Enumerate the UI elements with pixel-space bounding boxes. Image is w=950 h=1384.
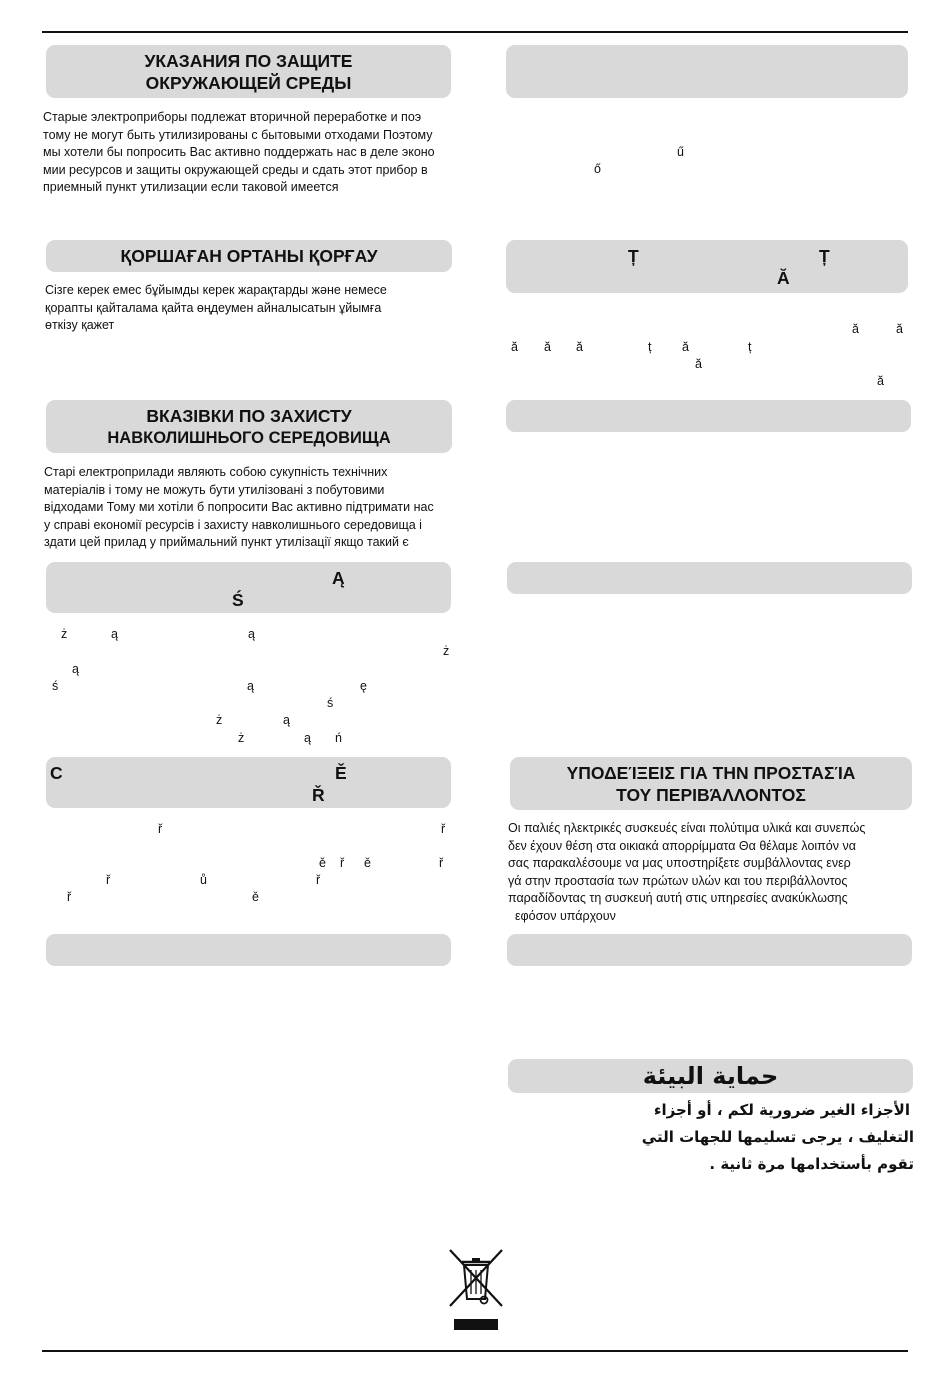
ru-title-line2: ОКРУЖАЮЩЕЙ СРЕДЫ [145, 72, 352, 93]
ro-heading-box [506, 240, 908, 293]
pl-title-fragment: Ą [332, 568, 345, 588]
ru-line: Старые электроприборы подлежат вторичной переработке и поэ [43, 110, 422, 124]
gr-line: γά στην προστασία των πρώτων υλών και του περιβάλλοντος [508, 873, 848, 888]
pl-char: ż [443, 644, 450, 658]
cz-heading-box [46, 757, 451, 808]
gr-line: σας παρακαλέσουμε να μας υποστηρίξετε συμβάλλοντας ενερ [508, 856, 851, 870]
ua-line: Старі електроприлади являють собою сукупність технічних [44, 465, 388, 479]
pl-char: ś [327, 696, 334, 710]
gr-line: Οι παλιές ηλεκτρικές συσκευές είναι πολύτιμα υλικά και συνεπώς [508, 821, 866, 835]
cz-title-fragment: C [50, 763, 63, 783]
ua-line: матеріалів і тому не можуть бути утилізовані з побутовими [44, 482, 385, 497]
ro-char: ă [576, 340, 583, 354]
cz-char: ř [106, 873, 111, 887]
kz-title: ҚОРШАҒАН ОРТАНЫ ҚОРҒАУ [120, 246, 378, 266]
crossed-out-wheelie-bin-icon [446, 1246, 506, 1332]
cz-char: ř [439, 856, 444, 870]
cz-char: ř [316, 873, 321, 887]
hu-heading-box [506, 45, 908, 98]
empty-heading-box [507, 562, 912, 594]
ru-paragraph [43, 109, 451, 197]
empty-heading-box [507, 934, 912, 966]
ro-title-fragment: Ț [819, 246, 830, 266]
kz-line: қорапты қайталама қайта өңдеумен айналысатын ұйымға [45, 300, 382, 315]
ru-line: мии ресурсов и защиты окружающей среды и сдать этот прибор в [43, 162, 428, 177]
ro-char: ț [748, 340, 752, 354]
gr-paragraph [508, 820, 912, 925]
pl-char: ą [247, 679, 254, 693]
cz-char: ě [364, 856, 371, 870]
ru-title-line1: УКАЗАНИЯ ПО ЗАЩИТЕ [144, 50, 353, 71]
kz-line: өткізу қажет [45, 318, 115, 332]
pl-char: ż [216, 713, 223, 727]
ro-char: ă [852, 322, 859, 336]
ro-title-fragment: Ț [628, 246, 639, 266]
cz-title-fragment: Ř [312, 785, 325, 805]
gr-title-line2: ΤΟΥ ΠΕΡΙΒΆΛΛΟΝΤΟΣ [616, 784, 806, 805]
ua-heading-box [46, 400, 452, 453]
empty-heading-box [506, 400, 911, 432]
ar-title: حماية البيئة [642, 1062, 779, 1090]
hu-char: ű [677, 145, 684, 159]
ro-char: ă [896, 322, 903, 336]
ua-line: відходами Тому ми хотіли б попросити Вас активно підтримати нас [44, 500, 434, 514]
pl-heading-box [46, 562, 451, 613]
ro-char: ă [544, 340, 551, 354]
kz-paragraph [45, 282, 451, 335]
ar-line: التغليف ، يرجى تسليمها للجهات التي [641, 1128, 914, 1146]
pl-char: ę [360, 679, 367, 693]
gr-line: παραδίδοντας τη συσκευή αυτή στις υπηρεσίες ανακύκλωσης [508, 891, 848, 905]
pl-char: ą [283, 713, 290, 727]
top-rule [42, 31, 908, 33]
ua-paragraph [44, 464, 452, 552]
ru-line: приемный пункт утилизации если таковой имеется [43, 180, 339, 194]
ru-line: мы хотели бы попросить Вас активно поддержать нас в деле эконо [43, 145, 435, 159]
pl-char: ą [304, 731, 311, 745]
kz-heading-box [46, 240, 452, 272]
pl-char: ą [111, 627, 118, 641]
pl-char: ś [52, 679, 59, 693]
cz-char: ě [252, 890, 259, 904]
ro-title-fragment: Ă [777, 268, 790, 288]
ar-heading-box [508, 1059, 913, 1093]
gr-title-line1: ΥΠΟΔΕΊΞΕΙΣ ΓΙΑ ΤΗΝ ΠΡΟΣΤΑΣΊΑ [566, 762, 856, 783]
ar-line: تقوم بأستخدامها مرة ثانية . [709, 1155, 914, 1173]
cz-char: ř [340, 856, 345, 870]
gr-heading-box [510, 757, 912, 810]
gr-line: εφόσον υπάρχουν [508, 908, 616, 923]
ro-char: ă [682, 340, 689, 354]
gr-line: δεν έχουν θέση στα οικιακά απορρίμματα Θα θέλαμε λοιπόν να [508, 838, 856, 853]
cz-char: ř [67, 890, 72, 904]
ua-title-line2: НАВКОЛИШНЬОГО СЕРЕДОВИЩА [107, 428, 391, 447]
pl-char: ą [72, 662, 79, 676]
ro-char: ă [695, 357, 702, 371]
pl-title-fragment: Ś [232, 590, 244, 610]
ua-line: здати цей прилад у приймальний пункт утилізації якщо такий є [44, 535, 409, 549]
ru-line: тому не могут быть утилизированы с бытовыми отходами Поэтому [43, 127, 433, 142]
cz-char: ř [441, 822, 446, 836]
ua-line: у справі економії ресурсів і захисту навколишнього середовища і [44, 517, 422, 532]
ro-char: ă [511, 340, 518, 354]
ru-heading-box [46, 45, 451, 98]
ro-char: ț [648, 340, 652, 354]
hu-char: ő [594, 162, 601, 176]
bottom-rule [42, 1350, 908, 1352]
pl-char: ż [61, 627, 68, 641]
kz-line: Сізге керек емес бұйымды керек жарақтарды және немесе [45, 283, 387, 297]
ro-char: ă [877, 374, 884, 388]
ua-title-line1: ВКАЗІВКИ ПО ЗАХИСТУ [146, 405, 352, 426]
cz-char: ř [158, 822, 163, 836]
cz-title-fragment: Ě [335, 763, 347, 783]
pl-char: ń [335, 731, 342, 745]
pl-char: ą [248, 627, 255, 641]
cz-char: ů [200, 873, 207, 887]
cz-char: ě [319, 856, 326, 870]
ar-line: الأجزاء الغير ضرورية لكم ، أو أجزاء [653, 1101, 910, 1119]
pl-char: ż [238, 731, 245, 745]
empty-heading-box [46, 934, 451, 966]
